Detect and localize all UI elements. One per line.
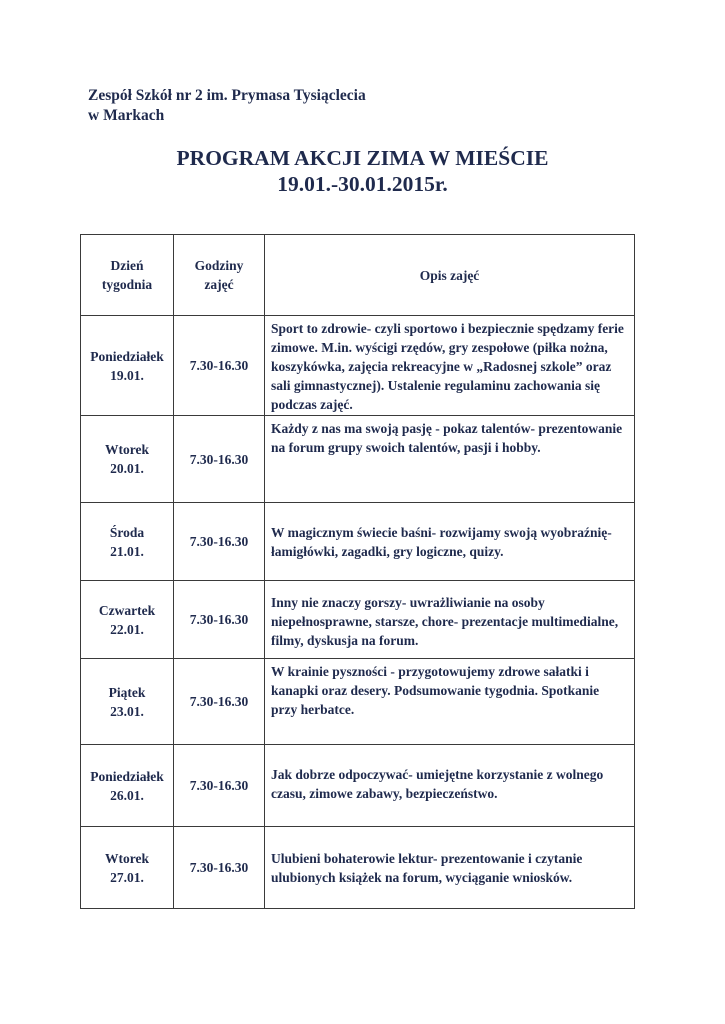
description-cell: Ulubieni bohaterowie lektur- prezentowanie i czytanie ulubionych książek na forum, wyciąganie wniosków. [265, 827, 635, 909]
hours-value: 7.30-16.30 [189, 358, 249, 373]
hours-cell [174, 503, 265, 581]
day-date: 19.01. [110, 367, 144, 383]
table-row [81, 316, 635, 416]
school-name-line2: w Markach [88, 107, 165, 124]
description-cell: W krainie pyszności - przygotowujemy zdrowe sałatki i kanapki oraz desery. Podsumowanie tygodnia. Spotkanie przy herbatce. [265, 659, 635, 745]
hours-value: 7.30-16.30 [189, 694, 249, 709]
program-table [80, 234, 635, 909]
table-row [81, 745, 635, 827]
day-cell [81, 416, 174, 503]
table-row [81, 416, 635, 503]
hours-value: 7.30-16.30 [189, 451, 249, 467]
day-cell [81, 503, 174, 581]
school-name-line1: Zespół Szkół nr 2 im. Prymasa Tysiąclecia [88, 87, 366, 104]
column-header-description: Opis zajęć [265, 235, 635, 316]
day-cell [81, 316, 174, 416]
hours-cell [174, 316, 265, 416]
day-cell [81, 827, 174, 909]
day-name: Piątek [108, 684, 146, 700]
program-dates: 19.01.-30.01.2015r. [277, 172, 448, 196]
table-row [81, 503, 635, 581]
table-header-row [81, 235, 635, 316]
description-cell: W magicznym świecie baśni- rozwijamy swoją wyobraźnię- łamigłówki, zagadki, gry logiczne, quizy. [265, 503, 635, 581]
day-date: 20.01. [110, 461, 144, 476]
hours-cell [174, 416, 265, 503]
description-cell: Jak dobrze odpoczywać- umiejętne korzystanie z wolnego czasu, zimowe zabawy, bezpieczeństwo. [265, 745, 635, 827]
description-cell: Inny nie znaczy gorszy- uwrażliwianie na osoby niepełnosprawne, starsze, chore- prezentacje multimedialne, filmy, dyskusja na forum. [265, 581, 635, 659]
hours-cell [174, 827, 265, 909]
table-row [81, 659, 635, 745]
column-header-day-line2: tygodnia [101, 277, 153, 292]
hours-cell [174, 745, 265, 827]
day-date: 23.01. [110, 703, 144, 719]
hours-value: 7.30-16.30 [189, 860, 249, 875]
column-header-hours-line2: zajęć [204, 277, 234, 292]
day-name: Czwartek [98, 602, 156, 618]
day-date: 21.01. [110, 543, 144, 559]
day-name: Poniedziałek [90, 768, 164, 784]
program-title: PROGRAM AKCJI ZIMA W MIEŚCIE [176, 146, 549, 170]
column-header-day [81, 235, 174, 316]
day-cell [81, 581, 174, 659]
day-date: 27.01. [110, 869, 144, 885]
hours-value: 7.30-16.30 [189, 612, 249, 627]
day-date: 22.01. [110, 621, 144, 637]
day-cell [81, 745, 174, 827]
table-row [81, 581, 635, 659]
day-name: Poniedziałek [90, 348, 164, 364]
column-header-hours [174, 235, 265, 316]
description-cell: Każdy z nas ma swoją pasję - pokaz talentów- prezentowanie na forum grupy swoich talentów, pasji i hobby. [265, 416, 635, 503]
column-header-hours-line1: Godziny [194, 258, 244, 273]
hours-value: 7.30-16.30 [189, 778, 249, 793]
column-header-day-line1: Dzień [110, 258, 144, 273]
hours-value: 7.30-16.30 [189, 534, 249, 549]
day-name: Wtorek [105, 850, 149, 866]
day-date: 26.01. [110, 787, 144, 803]
day-name: Wtorek [105, 442, 149, 457]
day-cell [81, 659, 174, 745]
table-row [81, 827, 635, 909]
description-cell: Sport to zdrowie- czyli sportowo i bezpiecznie spędzamy ferie zimowe. M.in. wyścigi rzędów, gry zespołowe (piłka nożna, koszykówka, zajęcia rekreacyjne w „Radosnej szkole” oraz sali gimnastycznej). Ustalenie regulaminu zachowania się podczas zajęć. [265, 316, 635, 416]
hours-cell [174, 659, 265, 745]
hours-cell [174, 581, 265, 659]
day-name: Środa [109, 524, 145, 540]
school-name [88, 86, 366, 126]
